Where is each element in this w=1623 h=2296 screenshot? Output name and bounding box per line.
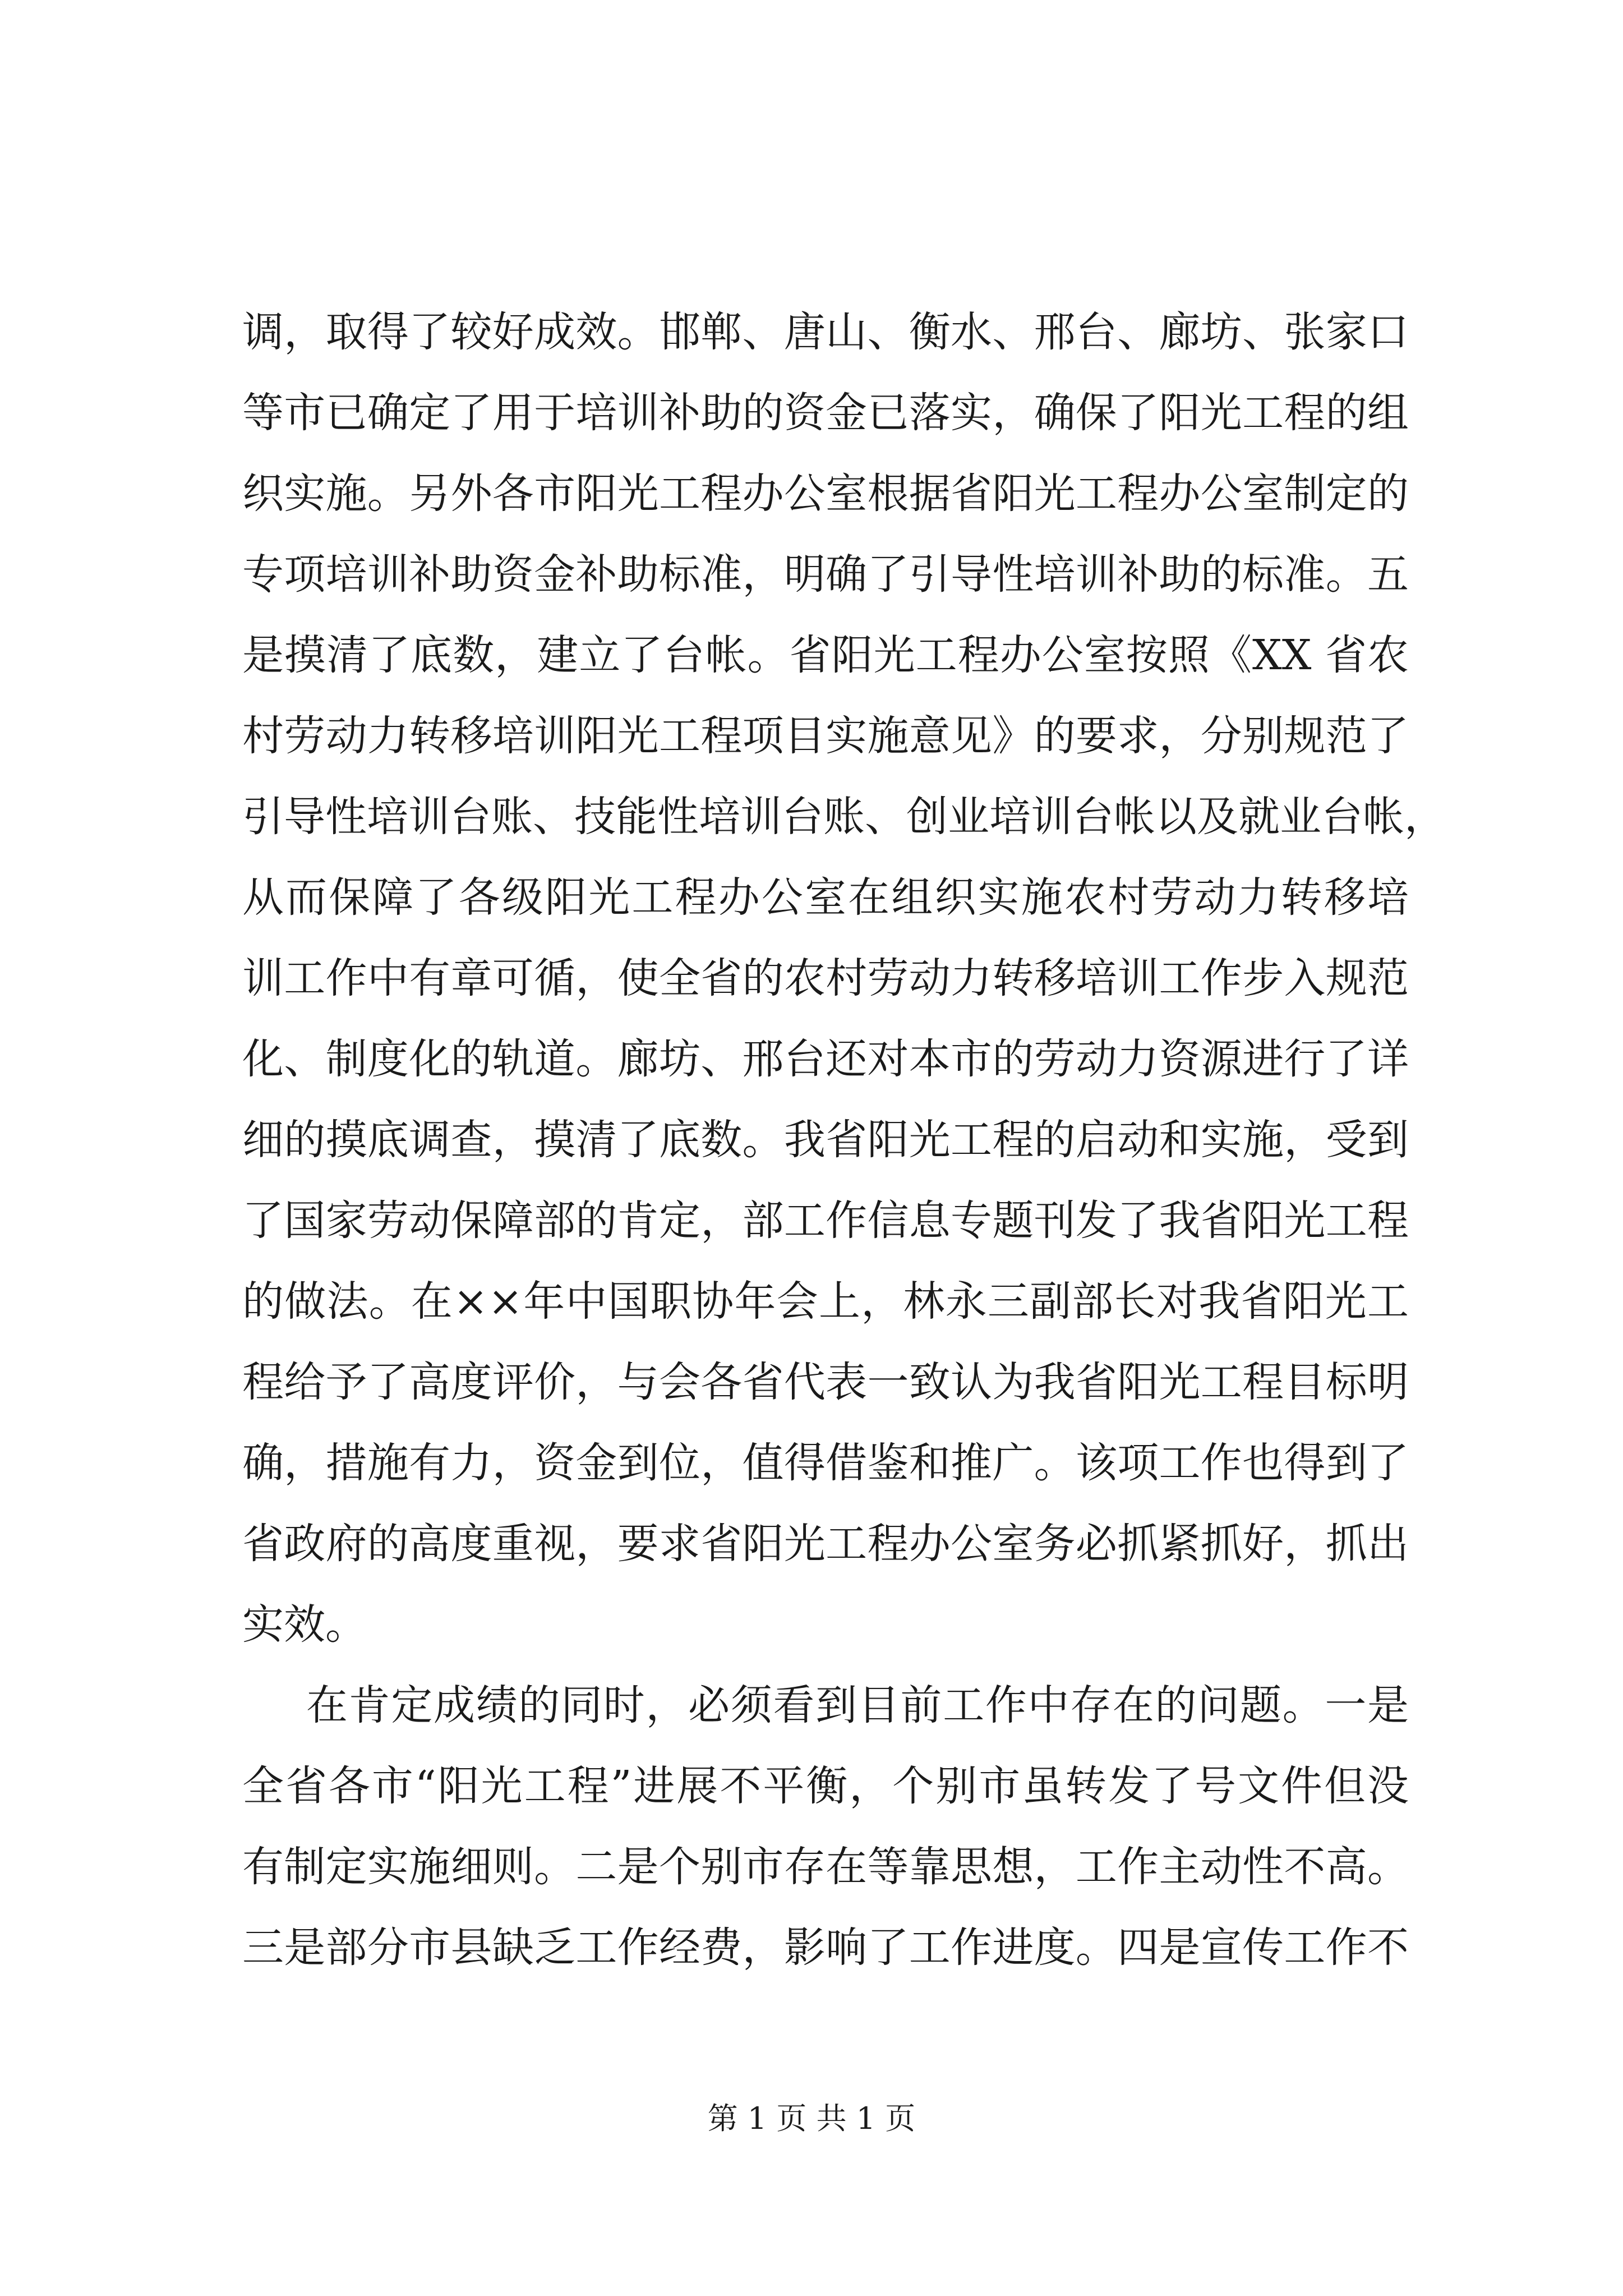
text-line: 程给予了高度评价，与会各省代表一致认为我省阳光工程目标明 [242, 1358, 1409, 1406]
text-line: 调，取得了较好成效。邯郸、唐山、衡水、邢台、廊坊、张家口 [242, 308, 1409, 356]
text-line: 从而保障了各级阳光工程办公室在组织实施农村劳动力转移培 [242, 873, 1409, 922]
text-line: 了国家劳动保障部的肯定，部工作信息专题刊发了我省阳光工程 [242, 1197, 1409, 1245]
text-line: 省政府的高度重视，要求省阳光工程办公室务必抓紧抓好，抓出 [242, 1520, 1409, 1568]
text-line: 细的摸底调查，摸清了底数。我省阳光工程的启动和实施，受到 [242, 1116, 1409, 1164]
text-line: 三是部分市县缺乏工作经费，影响了工作进度。四是宣传工作不 [242, 1924, 1409, 1972]
text-line: 实效。 [242, 1600, 367, 1649]
text-line: 织实施。另外各市阳光工程办公室根据省阳光工程办公室制定的 [242, 470, 1409, 518]
text-line: 引导性培训台账、技能性培训台账、创业培训台帐以及就业台帐， [242, 793, 1446, 841]
text-line: 全省各市“阳光工程”进展不平衡，个别市虽转发了号文件但没 [242, 1762, 1409, 1810]
text-line: 是摸清了底数，建立了台帐。省阳光工程办公室按照《XX 省农 [242, 631, 1409, 679]
text-line: 在肯定成绩的同时，必须看到目前工作中存在的问题。一是 [306, 1681, 1409, 1729]
text-line: 等市已确定了用于培训补助的资金已落实，确保了阳光工程的组 [242, 389, 1409, 437]
page-number-footer: 第 1 页 共 1 页 [707, 2101, 916, 2136]
text-line: 专项培训补助资金补助标准，明确了引导性培训补助的标准。五 [242, 550, 1409, 599]
text-line: 训工作中有章可循，使全省的农村劳动力转移培训工作步入规范 [242, 954, 1409, 1002]
text-line: 有制定实施细则。二是个别市存在等靠思想，工作主动性不高。 [242, 1843, 1409, 1891]
text-line: 确，措施有力，资金到位，值得借鉴和推广。该项工作也得到了 [242, 1439, 1409, 1487]
text-line: 化、制度化的轨道。廊坊、邢台还对本市的劳动力资源进行了详 [242, 1035, 1409, 1083]
text-line: 的做法。在××年中国职协年会上，林永三副部长对我省阳光工 [242, 1277, 1409, 1326]
text-line: 村劳动力转移培训阳光工程项目实施意见》的要求，分别规范了 [242, 712, 1409, 760]
